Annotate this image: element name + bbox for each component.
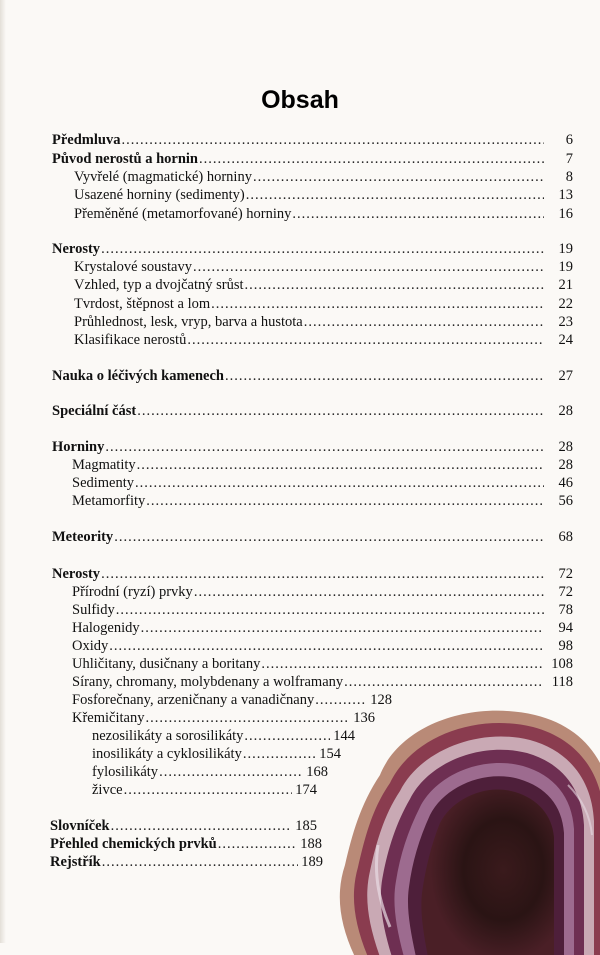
toc-entry-page: 16 [558,206,573,222]
toc-entry-label: fylosilikáty [92,764,159,780]
toc-entry-page: 21 [558,277,573,293]
toc-entry-label: Klasifikace nerostů [74,332,187,348]
page-title: Obsah [261,86,339,114]
toc-entry-label: Průhlednost, lesk, vryp, barva a hustota [74,314,303,330]
dot-leader [141,619,544,637]
toc-entry-label: Křemičitany [72,710,145,726]
toc-entry-page: 185 [295,818,317,834]
toc-entry-page: 23 [558,314,573,330]
toc-entry-label: Usazené horniny (sedimenty) [74,187,245,203]
toc-entry-label: Metamorfity [72,493,146,509]
dot-leader [193,258,544,276]
toc-entry-page: 46 [558,475,573,491]
dot-leader [187,331,544,349]
toc-entry-page: 72 [558,566,573,582]
dot-leader [124,781,293,799]
toc-entry-label: Přírodní (ryzí) prvky [72,584,193,600]
toc-entry-label: Halogenidy [72,620,140,636]
toc-entry-label: inosilikáty a cyklosilikáty [92,746,242,762]
toc-entry[interactable] [74,313,573,331]
toc-entry[interactable] [92,781,317,799]
dot-leader [146,492,544,510]
toc-entry[interactable] [74,205,573,223]
toc-entry-label: živce [92,782,123,798]
dot-leader [253,168,544,186]
toc-entry[interactable] [52,438,573,456]
toc-entry-page: 108 [551,656,573,672]
toc-entry-label: Fosforečnany, arzeničnany a vanadičnany [72,692,315,708]
dot-leader [225,367,544,385]
toc-entry[interactable] [52,150,573,168]
toc-entry[interactable] [72,601,573,619]
toc-entry-page: 13 [558,187,573,203]
toc-entry-page: 27 [558,368,573,384]
dot-leader [218,835,298,853]
toc-entry[interactable] [72,456,573,474]
toc-entry-page: 28 [558,457,573,473]
dot-leader [244,727,330,745]
dot-leader [101,240,544,258]
toc-entry-page: 98 [558,638,573,654]
toc-entry[interactable] [92,763,328,781]
dot-leader [261,655,544,673]
dot-leader [246,186,544,204]
toc-entry-label: Krystalové soustavy [74,259,192,275]
toc-entry[interactable] [52,402,573,420]
dot-leader [101,565,544,583]
toc-entry[interactable] [92,745,341,763]
toc-entry-page: 22 [558,296,573,312]
toc-entry[interactable] [72,673,573,691]
toc-entry-label: Uhličitany, dusičnany a boritany [72,656,261,672]
toc-entry-page: 68 [558,529,573,545]
toc-entry-page: 174 [295,782,317,798]
toc-entry[interactable] [52,367,573,385]
toc-entry-label: Magmatity [72,457,136,473]
toc-entry[interactable] [74,168,573,186]
toc-entry[interactable] [74,295,573,313]
dot-leader [121,131,544,149]
toc-entry-label: Předmluva [52,132,121,148]
toc-entry-page: 136 [353,710,375,726]
toc-entry-label: Nerosty [52,241,101,257]
dot-leader [194,583,544,601]
toc-entry-page: 144 [333,728,355,744]
toc-entry-label: Nauka o léčivých kamenech [52,368,224,384]
toc-entry-label: Speciální část [52,403,137,419]
toc-entry-label: Přehled chemických prvků [50,836,217,852]
dot-leader [292,205,544,223]
toc-entry-page: 189 [301,854,323,870]
toc-entry-label: Původ nerostů a hornin [52,151,198,167]
toc-entry-label: Rejstřík [50,854,101,870]
dot-leader [199,150,544,168]
toc-entry-label: Oxidy [72,638,109,654]
dot-leader [137,402,544,420]
toc-entry[interactable] [74,276,573,294]
toc-entry-label: Nerosty [52,566,101,582]
toc-entry-page: 56 [558,493,573,509]
toc-entry-page: 24 [558,332,573,348]
dot-leader [105,438,544,456]
toc-entry[interactable] [74,186,573,204]
toc-entry-page: 188 [300,836,322,852]
dot-leader [344,673,544,691]
toc-entry-page: 154 [319,746,341,762]
dot-leader [114,528,544,546]
toc-entry[interactable] [52,131,573,149]
toc-entry-label: Přeměněné (metamorfované) horniny [74,206,292,222]
dot-leader [116,601,544,619]
dot-leader [159,763,303,781]
toc-entry[interactable] [72,637,573,655]
agate-slice-image [320,695,600,955]
toc-entry-page: 19 [558,259,573,275]
toc-entry-page: 94 [558,620,573,636]
toc-entry-label: Tvrdost, štěpnost a lom [74,296,211,312]
toc-entry-page: 118 [551,674,573,690]
toc-entry-page: 168 [306,764,328,780]
toc-entry[interactable] [52,240,573,258]
dot-leader [102,853,299,871]
toc-entry[interactable] [72,474,573,492]
dot-leader [111,817,293,835]
toc-entry[interactable] [52,528,573,546]
toc-entry-page: 19 [558,241,573,257]
toc-entry[interactable] [52,565,573,583]
toc-entry[interactable] [50,853,323,871]
toc-entry-label: Sedimenty [72,475,135,491]
toc-entry-page: 7 [565,151,573,167]
toc-entry[interactable] [72,619,573,637]
toc-entry-page: 6 [565,132,573,148]
toc-entry-label: Slovníček [50,818,110,834]
toc-entry-label: Horniny [52,439,105,455]
toc-entry[interactable] [74,331,573,349]
toc-entry[interactable] [72,655,573,673]
toc-entry[interactable] [72,492,573,510]
toc-entry-label: Meteority [52,529,114,545]
dot-leader [245,276,544,294]
toc-entry[interactable] [72,583,573,601]
dot-leader [304,313,544,331]
toc-entry-label: Sírany, chromany, molybdenany a wolframany [72,674,344,690]
dot-leader [109,637,544,655]
dot-leader [137,456,544,474]
toc-entry-page: 72 [558,584,573,600]
toc-entry-page: 28 [558,403,573,419]
dot-leader [211,295,544,313]
dot-leader [243,745,316,763]
toc-entry[interactable] [92,727,355,745]
dot-leader [135,474,544,492]
toc-entry-page: 28 [558,439,573,455]
toc-entry-label: Vyvřelé (magmatické) horniny [74,169,252,185]
toc-entry[interactable] [50,835,322,853]
toc-entry-page: 8 [565,169,573,185]
toc-entry[interactable] [50,817,317,835]
toc-entry-page: 78 [558,602,573,618]
toc-entry-label: nezosilikáty a sorosilikáty [92,728,244,744]
toc-entry-label: Vzhled, typ a dvojčatný srůst [74,277,244,293]
toc-entry[interactable] [74,258,573,276]
toc-entry-page: 128 [370,692,392,708]
toc-entry-label: Sulfidy [72,602,115,618]
